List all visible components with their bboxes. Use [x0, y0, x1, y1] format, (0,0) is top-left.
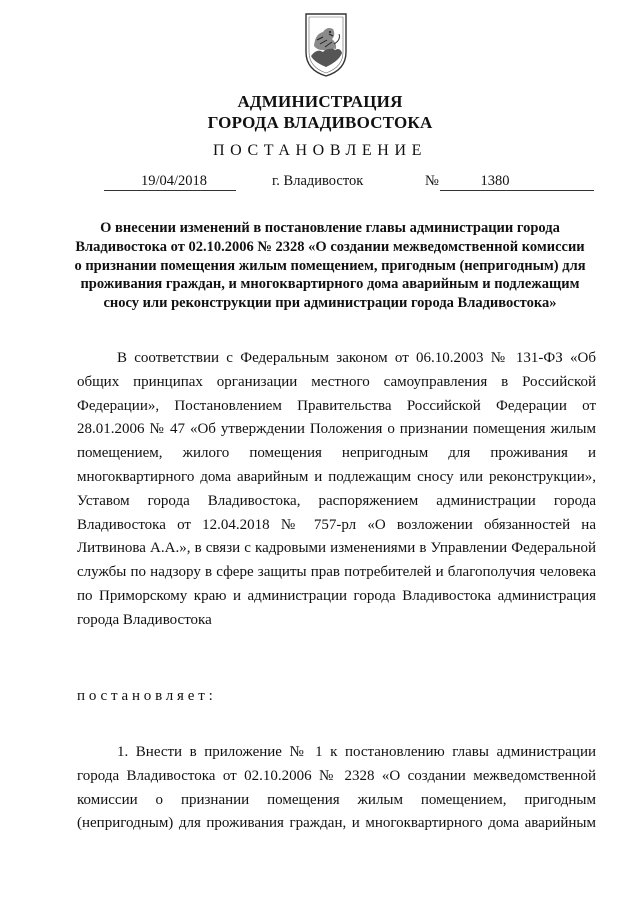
organization-name: АДМИНИСТРАЦИЯ — [237, 92, 403, 111]
coat-of-arms-icon — [303, 12, 349, 78]
document-type: ПОСТАНОВЛЕНИЕ — [213, 142, 427, 159]
document-number: 1380 — [440, 172, 594, 191]
item-1-paragraph: 1. Внести в приложение № 1 к постановлению главы администрации города Владивостока от 02.10.2006 № 2328 «О создании межведомственной комиссии о признании помещения жилым помещением, пригодным (непригодным) для проживания граждан, и многоквартирного дома аварийным — [77, 744, 596, 832]
decree-word: постановляет: — [77, 688, 217, 704]
organization-city: ГОРОДА ВЛАДИВОСТОКА — [207, 113, 433, 132]
document-city: г. Владивосток — [272, 173, 364, 189]
document-date: 19/04/2018 — [104, 172, 236, 191]
document-title: О внесении изменений в постановление главы администрации города Владивостока от 02.10.2006 № 2328 «О создании межведомственной комиссии о признании помещения жилым помещением, пригодным (непригодным) для проживания граждан, и многоквартирного дома аварийным и подлежащим сносу или реконструкции при администрации города Владивостока» — [74, 220, 586, 312]
document-number-label: № — [425, 173, 439, 189]
preamble-paragraph: В соответствии с Федеральным законом от 06.10.2003 № 131-ФЗ «Об общих принципах организации местного самоуправления в Российской Федерации», Постановлением Правительства Российской Федерации от 28.01.2006 № 47 «Об утверждении Положения о признании помещения жилым помещением, жилого помещения непригодным для проживания и многоквартирного дома аварийным и подлежащим сносу или реконструкции», Уставом города Владивостока, распоряжением администрации города Владивостока от 12.04.2018 № 757-рл «О возложении обязанностей на Литвинова А.А.», в связи с кадровыми изменениями в Управлении Федеральной службы по надзору в сфере защиты прав потребителей и благополучия человека по Приморскому краю и администрации города Владивостока администрация города Владивостока — [77, 350, 596, 628]
